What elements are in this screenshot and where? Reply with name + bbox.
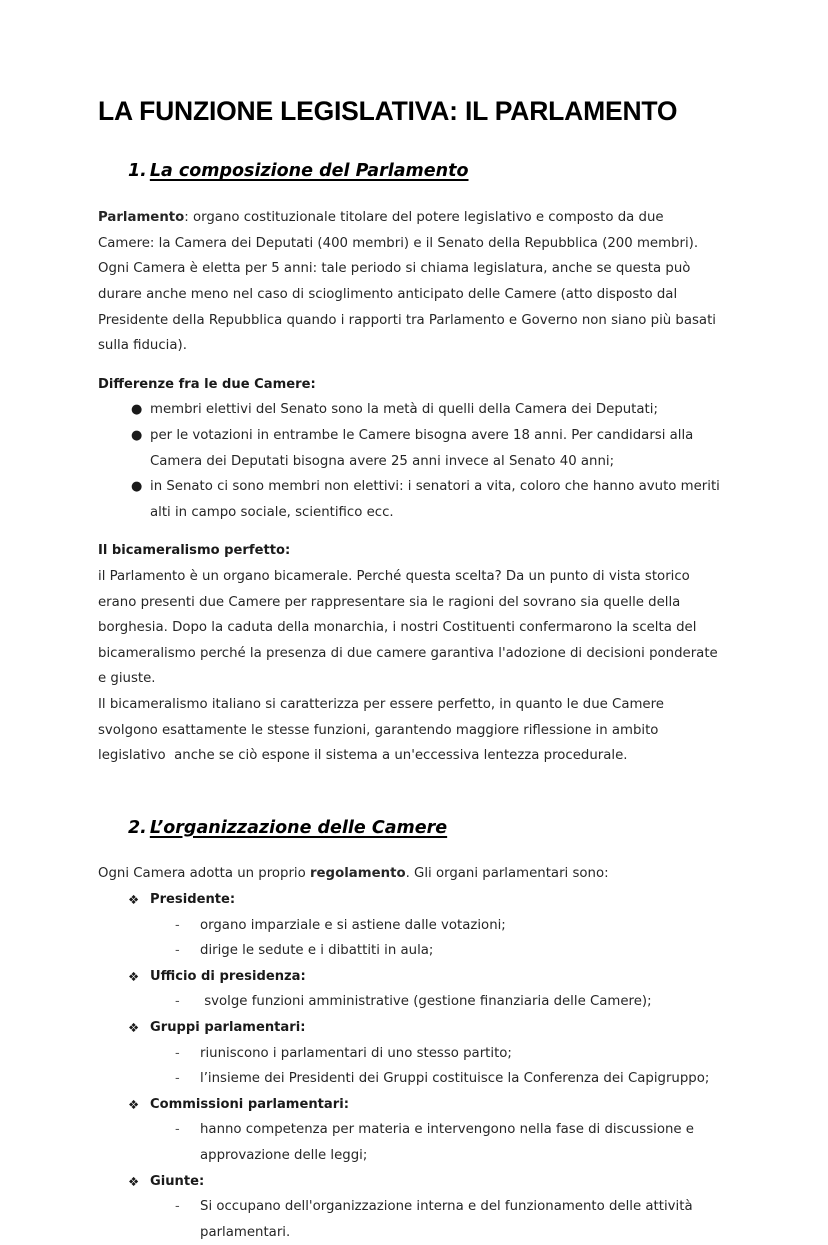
list-item	[98, 1041, 724, 1067]
list-item	[98, 1015, 724, 1092]
disc-bullet-icon: ●	[131, 479, 143, 495]
section-number-1: 1.	[128, 161, 147, 182]
list-item	[98, 1117, 724, 1168]
organo-points	[98, 1041, 724, 1092]
organo-label-row	[98, 1092, 724, 1118]
organo-label: Ufficio di presidenza:	[150, 968, 306, 984]
section-heading-2	[98, 817, 724, 840]
spacer	[98, 183, 724, 205]
section-number-2: 2.	[128, 817, 147, 838]
list-item	[98, 397, 724, 423]
document-content	[98, 96, 724, 1245]
page-title: LA FUNZIONE LEGISLATIVA: IL PARLAMENTO	[98, 96, 678, 126]
diamond-bullet-icon: ❖	[128, 1096, 140, 1112]
list-item	[98, 1194, 724, 1245]
organo-label-row	[98, 1015, 724, 1041]
lead-term-parlamento: Parlamento	[98, 210, 185, 226]
subheading-bicameralismo: Il bicameralismo perfetto:	[98, 543, 291, 559]
paragraph-parlamento-rest: : organo costituzionale titolare del potere legislativo e composto da due Camere: la Camera dei Deputati (400 membri) e il Senato della Repubblica (200 membri).	[98, 210, 699, 251]
paragraph-parlamento	[98, 205, 724, 256]
organo-label-row	[98, 964, 724, 990]
diamond-bullet-icon: ❖	[128, 968, 140, 984]
list-item	[98, 913, 724, 939]
list-item-label: dirige le sedute e i dibattiti in aula;	[200, 943, 434, 959]
organo-points	[98, 913, 724, 964]
lead-term-regolamento: regolamento	[309, 866, 406, 882]
section-title-2: L’organizzazione delle Camere	[149, 817, 448, 838]
spacer	[98, 126, 724, 160]
paragraph-regolamento-after: . Gli organi parlamentari sono:	[405, 866, 609, 882]
organo-points	[98, 989, 724, 1015]
dash-bullet-icon: -	[175, 1045, 180, 1061]
spacer	[98, 359, 724, 372]
dash-bullet-icon: -	[175, 943, 180, 959]
diamond-bullet-icon: ❖	[128, 1020, 140, 1035]
list-item	[98, 989, 724, 1015]
dash-bullet-icon: -	[175, 917, 180, 933]
spacer	[98, 839, 724, 861]
dash-bullet-icon: -	[175, 994, 180, 1010]
diamond-bullet-icon: ❖	[128, 1173, 140, 1189]
paragraph-regolamento	[98, 861, 724, 887]
list-item	[98, 423, 724, 474]
organo-label: Giunte:	[150, 1173, 205, 1189]
section-heading-1	[98, 160, 724, 183]
organo-label: Presidente:	[150, 892, 236, 908]
list-organi-parlamentari	[98, 887, 724, 1245]
organo-points	[98, 1117, 724, 1168]
list-item-label: l’insieme dei Presidenti dei Gruppi costituisce la Conferenza dei Capigruppo;	[200, 1071, 710, 1087]
subheading-differenze: Differenze fra le due Camere:	[98, 376, 316, 392]
list-item-label: hanno competenza per materia e intervengono nella fase di discussione e approvazione delle leggi;	[200, 1122, 694, 1163]
organo-label: Commissioni parlamentari:	[150, 1096, 349, 1112]
dash-bullet-icon: -	[175, 1071, 180, 1087]
organo-label-row	[98, 1169, 724, 1195]
list-item-label: membri elettivi del Senato sono la metà di quelli della Camera dei Deputati;	[150, 402, 658, 418]
list-item-label: Si occupano dell'organizzazione interna e del funzionamento delle attività parlamentari.	[200, 1199, 693, 1240]
disc-bullet-icon: ●	[131, 427, 143, 443]
spacer	[98, 525, 724, 538]
list-item	[98, 964, 724, 1015]
section-title-1: La composizione del Parlamento	[149, 161, 469, 182]
list-differenze	[98, 397, 724, 525]
diamond-bullet-icon: ❖	[128, 892, 140, 908]
paragraph-regolamento-before: Ogni Camera adotta un proprio	[98, 866, 310, 882]
paragraph-bicameralismo-2: Il bicameralismo italiano si caratterizza per essere perfetto, in quanto le due Camere svolgono esattamente le stesse funzioni, garantendo maggiore riflessione in ambito legislativo anche se ciò espone il sistema a un'eccessiva lentezza procedurale.	[98, 696, 669, 764]
list-item-label: organo imparziale e si astiene dalle votazioni;	[200, 917, 506, 933]
dash-bullet-icon: -	[175, 1199, 180, 1215]
spacer	[98, 769, 724, 817]
paragraph-bicameralismo-1: il Parlamento è un organo bicamerale. Perché questa scelta? Da un punto di vista storico erano presenti due Camere per rappresentare sia le ragioni del sovrano sia quelle della borghesia. Dopo la caduta della monarchia, i nostri Costituenti confermarono la scelta del bicameralismo perché la presenza di due camere garantiva l'adozione di decisioni ponderate e giuste.	[98, 568, 718, 687]
organo-label-row	[98, 887, 724, 913]
list-item	[98, 1092, 724, 1169]
organo-label: Gruppi parlamentari:	[150, 1020, 306, 1035]
list-item	[98, 474, 724, 525]
list-item-label: in Senato ci sono membri non elettivi: i senatori a vita, coloro che hanno avuto meriti alti in campo sociale, scientifico ecc.	[150, 479, 720, 520]
list-item-label: riuniscono i parlamentari di uno stesso partito;	[200, 1045, 512, 1061]
list-item	[98, 938, 724, 964]
list-item-label: per le votazioni in entrambe le Camere bisogna avere 18 anni. Per candidarsi alla Camera dei Deputati bisogna avere 25 anni invece al Senato 40 anni;	[150, 427, 694, 469]
list-item	[98, 1066, 724, 1092]
paragraph-legislatura: Ogni Camera è eletta per 5 anni: tale periodo si chiama legislatura, anche se questa può durare anche meno nel caso di scioglimento anticipato delle Camere (atto disposto dal Presidente della Repubblica quando i rapporti tra Parlamento e Governo non siano più basati sulla fiducia).	[98, 261, 716, 354]
dash-bullet-icon: -	[175, 1122, 180, 1138]
list-item	[98, 1169, 724, 1245]
organo-points	[98, 1194, 724, 1245]
list-item-label: svolge funzioni amministrative (gestione finanziaria delle Camere);	[200, 994, 652, 1010]
disc-bullet-icon: ●	[131, 402, 143, 418]
list-item	[98, 887, 724, 964]
